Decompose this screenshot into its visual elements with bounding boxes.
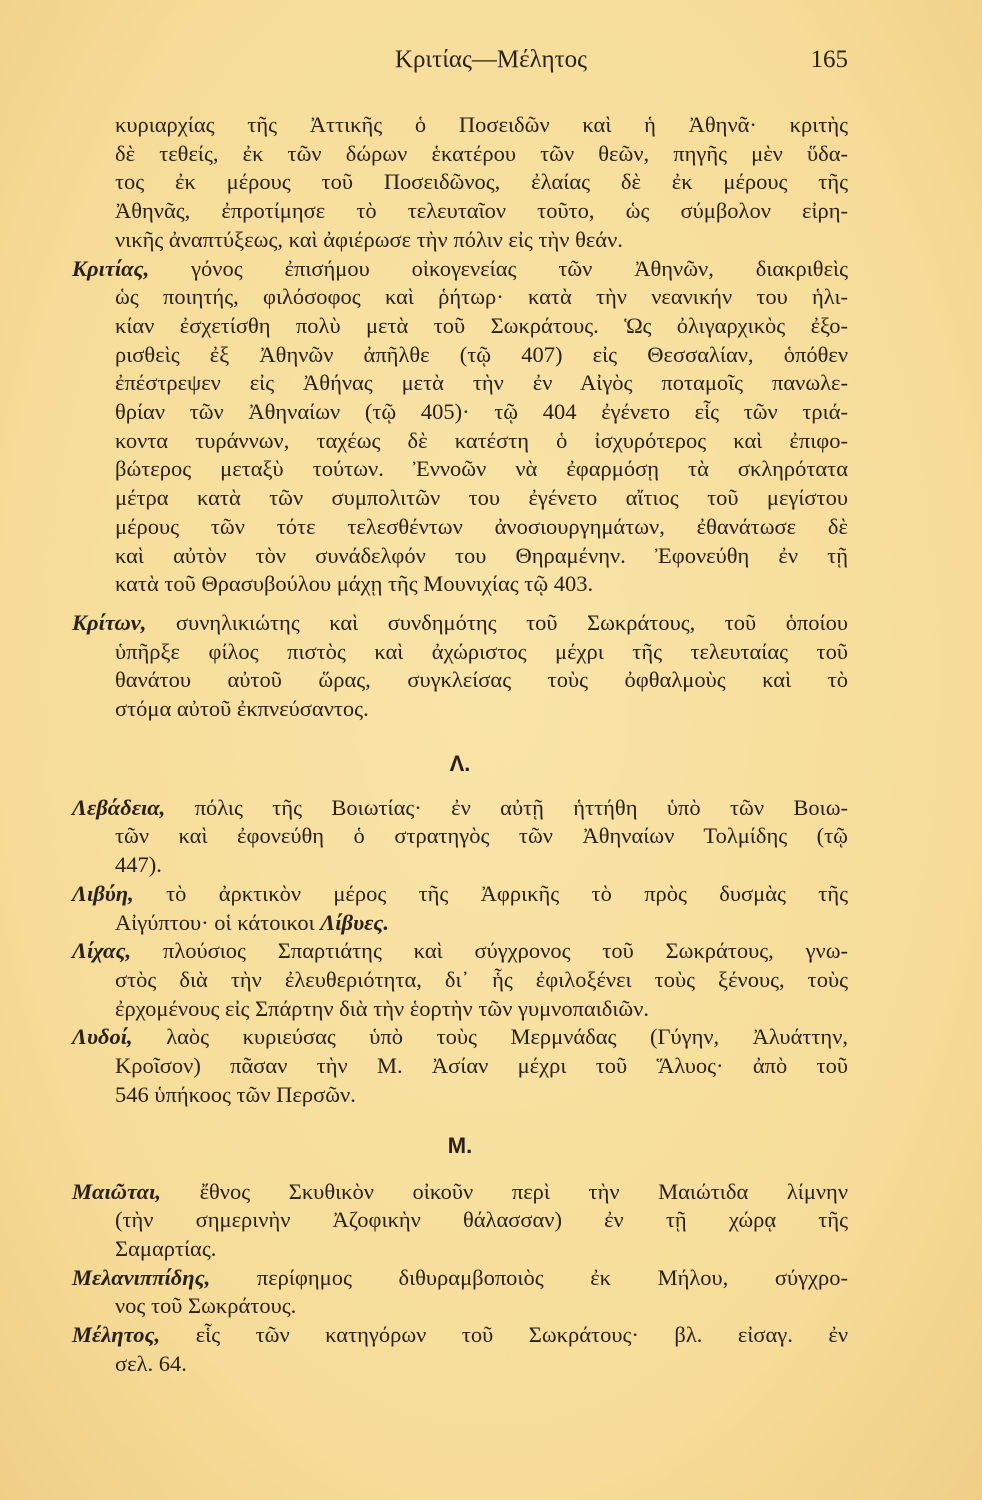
text-line [72, 1206, 848, 1235]
text-line [72, 609, 848, 638]
text-line [72, 398, 848, 427]
text-line [72, 168, 848, 197]
line-text: 447). [115, 852, 162, 878]
running-title: Κριτίας—Μέλητος [394, 46, 588, 73]
line-text: σελ. 64. [115, 1350, 187, 1376]
text-line [72, 666, 848, 695]
text-line [72, 1235, 848, 1264]
line-text: ἐρχομένους εἰς Σπάρτην διὰ τὴν ἑορτὴν τῶν γυμνοπαιδιῶν. [115, 995, 650, 1021]
line-text: ὑπῆρξε φίλος πιστὸς καὶ ἀχώριστος μέχρι τῆς τελευταίας τοῦ [115, 638, 848, 664]
text-line [72, 255, 848, 284]
text-line [72, 638, 848, 667]
line-text: εἷς τῶν κατηγόρων τοῦ Σωκράτους· βλ. εἰσαγ. ἐν [195, 1322, 849, 1348]
line-text: λαὸς κυριεύσας ὑπὸ τοὺς Μερμνάδας (Γύγην, Ἀλυάττην, [166, 1024, 849, 1050]
line-text: τος ἐκ μέρους τοῦ Ποσειδῶνος, ἐλαίας δὲ ἐκ μέρους τῆς [115, 169, 848, 195]
page-header [0, 46, 982, 80]
text-line [72, 851, 848, 880]
line-text: Σαμαρτίας. [115, 1235, 217, 1261]
text-line [72, 140, 848, 169]
text-line [72, 695, 848, 724]
line-text: (τὴν σημερινὴν Ἀζοφικὴν θάλασσαν) ἐν τῇ χώρᾳ τῆς [115, 1207, 848, 1233]
entry-headword: Μελανιππίδης, [72, 1264, 211, 1290]
line-text: περίφημος διθυραμβοποιὸς ἐκ Μήλου, σύγχρο- [256, 1264, 849, 1290]
text-line [72, 369, 848, 398]
line-text: θρίαν τῶν Ἀθηναίων (τῷ 405)· τῷ 404 ἐγένετο εἷς τῶν τριά- [115, 399, 848, 425]
line-text: πόλις τῆς Βοιωτίας· ἐν αὐτῇ ἡττήθη ὑπὸ τῶν Βοιω- [194, 794, 848, 820]
text-line [72, 513, 848, 542]
text-line [72, 822, 848, 851]
page-body [72, 111, 848, 1378]
line-text: Κροῖσον) πᾶσαν τὴν Μ. Ἀσίαν μέχρι τοῦ Ἅλυος· ἀπὸ τοῦ [115, 1053, 848, 1079]
line-text: γόνος ἐπισήμου οἰκογενείας τῶν Ἀθηνῶν, διακριθεὶς [191, 255, 848, 281]
line-text: στόμα αὐτοῦ ἐκπνεύσαντος. [115, 696, 369, 722]
text-line [72, 1292, 848, 1321]
section-letter: Μ. [447, 1132, 473, 1158]
entry-headword: Κριτίας, [72, 255, 150, 281]
line-text: ἐπέστρεψεν εἰς Ἀθήνας μετὰ τὴν ἐν Αἰγὸς ποταμοῖς πανωλε- [115, 370, 848, 396]
text-line [72, 880, 848, 909]
inline-term: Λίβυες. [320, 909, 389, 935]
glossary-entry [72, 1023, 848, 1109]
entry-headword: Λιβύη, [72, 880, 134, 906]
text-line [72, 542, 848, 571]
text-line [72, 455, 848, 484]
text-line [72, 937, 848, 966]
line-text: ἔθνος Σκυθικὸν οἰκοῦν περὶ τὴν Μαιώτιδα λίμνην [199, 1178, 848, 1204]
glossary-entry [72, 111, 848, 255]
line-text: πλούσιος Σπαρτιάτης καὶ σύγχρονος τοῦ Σωκράτους, γνω- [162, 938, 849, 964]
text-line [72, 484, 848, 513]
page-number: 165 [810, 46, 848, 73]
text-line [72, 111, 848, 140]
glossary-entry [72, 1321, 848, 1378]
line-text: καὶ αὐτὸν τὸν συνάδελφόν του Θηραμένην. Ἐφονεύθη ἐν τῇ [115, 542, 848, 568]
line-text: ὡς ποιητής, φιλόσοφος καὶ ῥήτωρ· κατὰ τὴν νεανικήν του ἡλι- [115, 284, 848, 310]
entry-headword: Μέλητος, [72, 1322, 161, 1348]
entry-headword: Λυδοί, [72, 1024, 133, 1050]
line-text: θανάτου αὐτοῦ ὥρας, συγκλείσας τοὺς ὀφθαλμοὺς καὶ τὸ [115, 667, 848, 693]
text-line [72, 1321, 848, 1350]
text-line [72, 1081, 848, 1110]
line-text: βώτερος μεταξὺ τούτων. Ἐννοῶν νὰ ἐφαρμόσῃ τὰ σκληρότατα [115, 456, 848, 482]
text-line [72, 1023, 848, 1052]
line-text: ρισθεὶς ἐξ Ἀθηνῶν ἀπῆλθε (τῷ 407) εἰς Θεσσαλίαν, ὁπόθεν [115, 341, 848, 367]
entry-headword: Κρίτων, [72, 609, 147, 635]
line-text: κατὰ τοῦ Θρασυβούλου μάχῃ τῆς Μουνιχίας τῷ 403. [115, 571, 594, 597]
text-line [72, 197, 848, 226]
glossary-entry [72, 794, 848, 880]
text-line [72, 794, 848, 823]
line-text: νικῆς ἀναπτύξεως, καὶ ἀφιέρωσε τὴν πόλιν εἰς τὴν θεάν. [115, 226, 623, 252]
text-line [72, 1052, 848, 1081]
entry-headword: Λεβάδεια, [72, 794, 166, 820]
glossary-entry [72, 937, 848, 1023]
glossary-entry [72, 880, 848, 937]
text-line [72, 1264, 848, 1293]
text-line [72, 1178, 848, 1207]
text-line [72, 1350, 848, 1379]
line-text: κυριαρχίας τῆς Ἀττικῆς ὁ Ποσειδῶν καὶ ἡ Ἀθηνᾶ· κριτὴς [115, 112, 848, 137]
line-text: τῶν καὶ ἐφονεύθη ὁ στρατηγὸς τῶν Ἀθηναίων Τολμίδης (τῷ [115, 823, 848, 849]
line-text: κοντα τυράννων, ταχέως δὲ κατέστη ὁ ἰσχυρότερος καὶ ἐπιφο- [115, 427, 848, 453]
line-text: τὸ ἀρκτικὸν μέρος τῆς Ἀφρικῆς τὸ πρὸς δυσμὰς τῆς [166, 880, 848, 906]
line-text: μέρους τῶν τότε τελεσθέντων ἀνοσιουργημάτων, ἐθανάτωσε δὲ [115, 513, 848, 539]
glossary-entry [72, 1178, 848, 1264]
line-text: δὲ τεθείς, ἐκ τῶν δώρων ἑκατέρου τῶν θεῶν, πηγῆς μὲν ὕδα- [115, 140, 848, 166]
glossary-entry [72, 609, 848, 724]
line-text: Αἰγύπτου· οἱ κάτοικοι [115, 909, 315, 935]
line-text: μέτρα κατὰ τῶν συμπολιτῶν του ἐγένετο αἴτιος τοῦ μεγίστου [115, 485, 848, 511]
line-text: 546 ὑπήκοος τῶν Περσῶν. [115, 1081, 356, 1107]
text-line [72, 570, 848, 599]
text-line [72, 283, 848, 312]
line-text: Ἀθηνᾶς, ἐπροτίμησε τὸ τελευταῖον τοῦτο, ὡς σύμβολον εἰρη- [115, 198, 848, 224]
line-text: συνηλικιώτης καὶ συνδημότης τοῦ Σωκράτους, τοῦ ὁποίου [175, 609, 848, 635]
line-text: στὸς διὰ τὴν ἐλευθεριότητα, δι᾽ ἧς ἐφιλοξένει τοὺς ξένους, τοὺς [115, 966, 848, 992]
glossary-entry [72, 255, 848, 599]
text-line [72, 226, 848, 255]
line-text: νος τοῦ Σωκράτους. [115, 1293, 297, 1319]
text-line [72, 995, 848, 1024]
text-line [72, 341, 848, 370]
text-line [72, 427, 848, 456]
text-line [72, 909, 848, 938]
text-line [72, 966, 848, 995]
glossary-entry [72, 1264, 848, 1321]
line-text: κίαν ἐσχετίσθη πολὺ μετὰ τοῦ Σωκράτους. Ὡς ὀλιγαρχικὸς ἐξο- [115, 312, 848, 338]
entry-headword: Μαιῶται, [72, 1178, 161, 1204]
entry-headword: Λίχας, [72, 938, 132, 964]
text-line [72, 312, 848, 341]
section-letter: Λ. [449, 750, 471, 776]
